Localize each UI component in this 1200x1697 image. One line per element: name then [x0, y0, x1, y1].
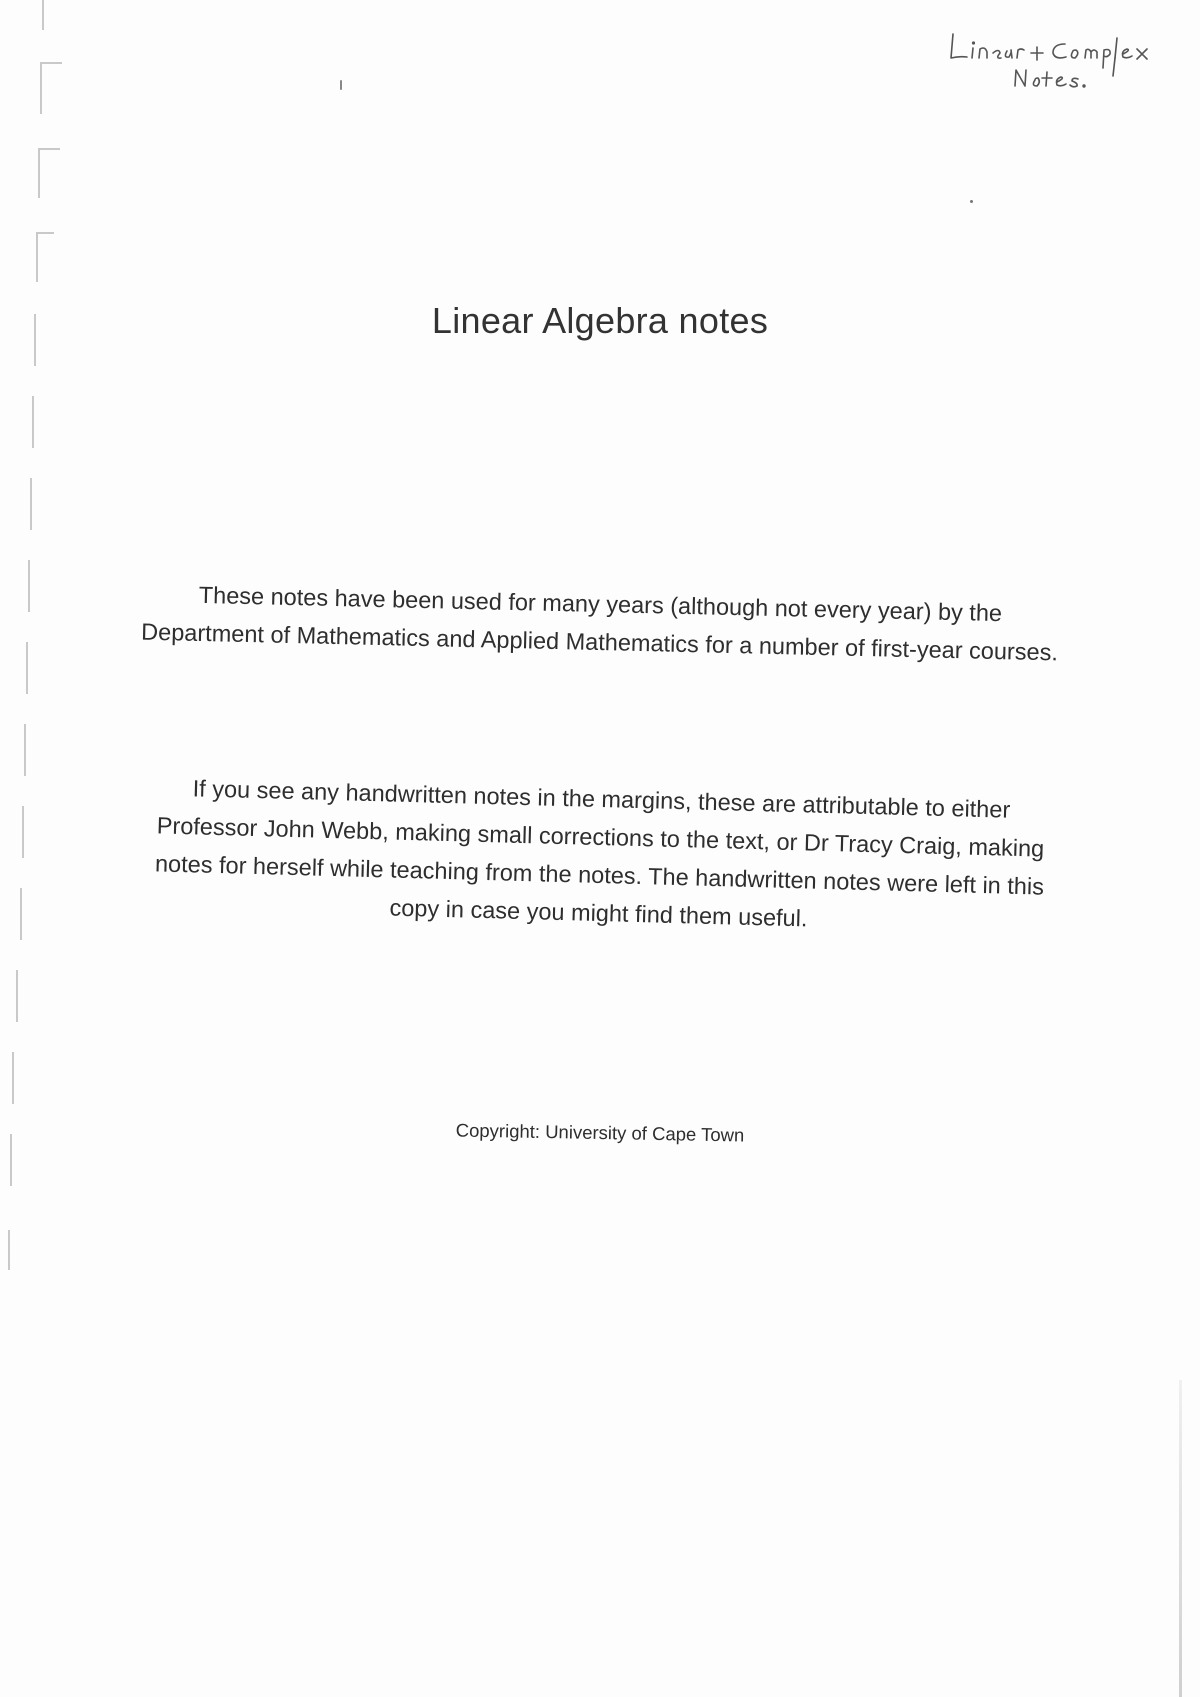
- binding-mark: [10, 1134, 12, 1186]
- intro-paragraph: These notes have been used for many years (although not every year) by the Department of Mathematics and Applied Mathematics for a number of first-year courses.: [140, 581, 1059, 666]
- binding-mark: [12, 1052, 14, 1104]
- binding-mark: [32, 396, 34, 448]
- binding-mark: [16, 970, 18, 1022]
- binding-mark: [36, 232, 38, 282]
- binding-mark: [8, 1230, 10, 1270]
- binding-mark: [24, 724, 26, 776]
- handwritten-notes-paragraph: If you see any handwritten notes in the margins, these are attributable to either Professor John Webb, making small corrections to the text, or Dr Tracy Craig, making notes for herself while teaching from the notes. The handwritten notes were left in this copy in case you might find them useful.: [154, 775, 1045, 932]
- binding-mark: [38, 148, 40, 198]
- scan-speck: [340, 80, 342, 90]
- binding-mark: [26, 642, 28, 694]
- copyright-notice: Copyright: University of Cape Town: [455, 1119, 745, 1146]
- document-title: Linear Algebra notes: [431, 300, 769, 341]
- binding-mark: [40, 62, 42, 114]
- binding-mark: [40, 62, 62, 64]
- binding-mark: [30, 478, 32, 530]
- binding-mark: [38, 148, 60, 150]
- scan-speck: [970, 200, 973, 203]
- binding-mark: [42, 0, 44, 30]
- binding-mark: [20, 888, 22, 940]
- scan-edge-shadow: [1179, 1380, 1182, 1697]
- handwritten-annotation: [945, 28, 1175, 98]
- binding-mark: [36, 232, 54, 234]
- binding-mark: [28, 560, 30, 612]
- binding-mark: [22, 806, 24, 858]
